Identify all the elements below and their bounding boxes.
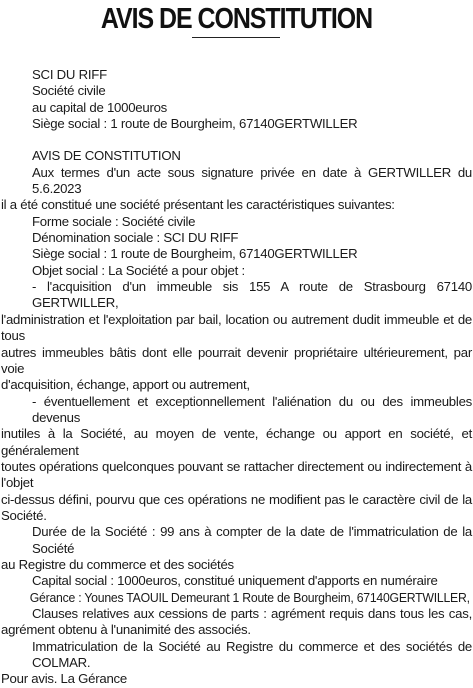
company-seat: Siège social : 1 route de Bourgheim, 67140GERTWILLER: [32, 116, 358, 132]
text-line: l'administration et l'exploitation par bail, location ou autrement dudit immeuble et de tous: [1, 311, 472, 344]
spacer: [1, 132, 472, 148]
text-line: au Registre du commerce et des sociétés: [1, 556, 234, 572]
company-name: SCI DU RIFF: [32, 67, 107, 82]
notice-headline: AVIS DE CONSTITUTION: [100, 3, 373, 35]
text-line: Gérance : Younes TAOUIL Demeurant 1 Route de Bourgheim, 67140GERTWILLER,: [29, 589, 470, 605]
text-line: Durée de la Société : 99 ans à compter de la date de l'immatriculation de la Société: [32, 524, 472, 556]
text-line: Immatriculation de la Société au Registre du commerce et des sociétés de COLMAR.: [32, 638, 472, 671]
text-line: Dénomination sociale : SCI DU RIFF: [32, 230, 239, 246]
text-line: toutes opérations quelconques pouvant se rattacher directement ou indirectement à l'objet: [1, 458, 472, 491]
text-line: Aux termes d'un acte sous signature privée en date à GERTWILLER du 5.6.2023: [32, 164, 472, 197]
notice-body: [1, 67, 472, 688]
text-line: Forme sociale : Société civile: [32, 213, 196, 229]
headline-underline: [192, 37, 280, 38]
text-line: Siège social : 1 route de Bourgheim, 67140GERTWILLER: [32, 246, 358, 262]
text-line: autres immeubles bâtis dont elle pourrait devenir propriétaire ultérieurement, par voie: [1, 344, 472, 376]
text-line: Objet social : La Société a pour objet :: [32, 262, 245, 278]
text-line: agrément obtenu à l'unanimité des associés.: [1, 622, 251, 638]
section-title: AVIS DE CONSTITUTION: [32, 148, 181, 164]
text-line: inutiles à la Société, au moyen de vente, échange ou apport en société, et généralement: [1, 426, 472, 458]
text-line: - l'acquisition d'un immeuble sis 155 A route de Strasbourg 67140 GERTWILLER,: [32, 279, 472, 311]
company-form: Société civile: [32, 83, 106, 99]
text-line: ci-dessus défini, pourvu que ces opérations ne modifient pas le caractère civil de la Société.: [1, 491, 472, 523]
text-line: Pour avis. La Gérance: [1, 671, 127, 687]
text-line: il a été constitué une société présentant les caractéristiques suivantes:: [1, 197, 395, 213]
text-line: Clauses relatives aux cessions de parts : agrément requis dans tous les cas,: [32, 606, 472, 621]
text-line: Capital social : 1000euros, constitué uniquement d'apports en numéraire: [32, 573, 438, 589]
company-capital: au capital de 1000euros: [32, 99, 168, 115]
text-line: - éventuellement et exceptionnellement l'aliénation du ou des immeubles devenus: [32, 393, 472, 425]
text-line: d'acquisition, échange, apport ou autrement,: [1, 377, 250, 393]
